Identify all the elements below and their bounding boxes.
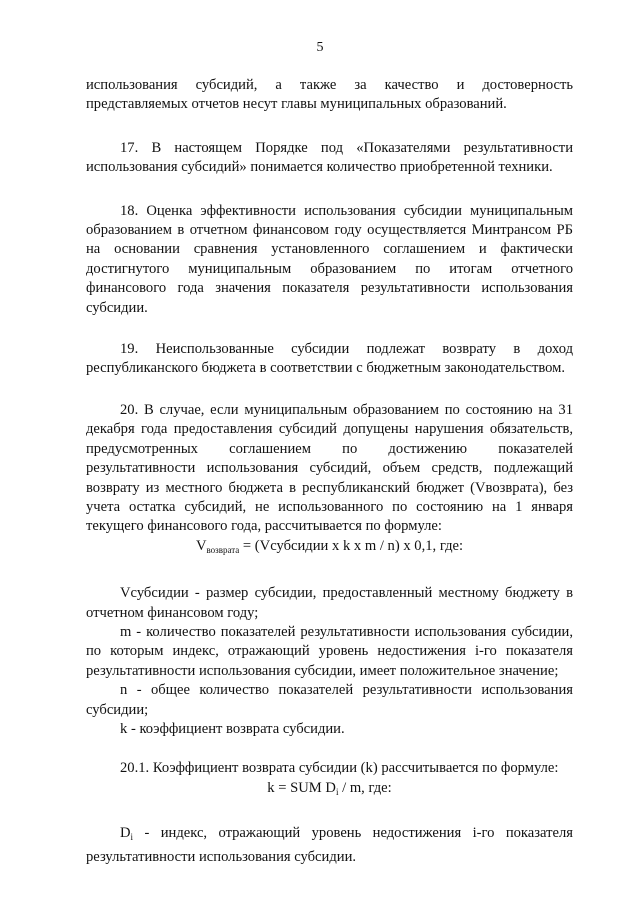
definition-n: n - общее количество показателей результативности использования субсидии; xyxy=(86,682,573,718)
definitions-list xyxy=(86,584,573,739)
formula-lhs: V xyxy=(195,537,207,554)
paragraph-20: 20. В случае, если муниципальным образованием по состоянию на 31 декабря года предоставления субсидий допущены нарушения обязательств, предусмотренных соглашением по достижению показателей результативности использования субсидий, объем средств, подлежащий возврату из местного бюджета в республиканский бюджет (Vвозврата), без учета остатка субсидий, не использованного по состоянию на 1 января текущего финансового года, рассчитывается по формуле: xyxy=(86,401,573,535)
paragraph-18: 18. Оценка эффективности использования субсидии муниципальным образованием в отчетном финансовом году осуществляется Минтрансом РБ на основании сравнения установленного соглашением и фактически достигнутого муниципальным образованием по итогам отчетного финансового года значения показателя результативности использования субсидии. xyxy=(86,202,573,316)
formula-rhs: = (Vсубсидии x k x m / n) x 0,1, где: xyxy=(239,537,464,554)
formula-lhs-subscript: возврата xyxy=(206,544,240,555)
paragraph-19: 19. Неиспользованные субсидии подлежат возврату в доход республиканского бюджета в соответствии с бюджетным законодательством. xyxy=(86,341,573,377)
paragraph-20-1: 20.1. Коэффициент возврата субсидии (k) рассчитывается по формуле: xyxy=(120,760,559,777)
di-symbol: D xyxy=(120,825,131,842)
paragraph-17: 17. В настоящем Порядке под «Показателями результативности использования субсидий» понимается количество приобретенной техники. xyxy=(86,139,573,176)
definition-m: m - количество показателей результативности использования субсидии, по которым индекс, отражающий уровень недостижения i-го показателя результативности использования субсидии, имеет положительное значение; xyxy=(86,623,573,679)
di-text: - индекс, отражающий уровень недостижения i-го показателя результативности использования субсидии. xyxy=(86,825,573,865)
page-number: 5 xyxy=(316,40,324,55)
di-subscript: i xyxy=(130,832,134,843)
formula2-lhs-subscript: i xyxy=(335,786,339,797)
formula2-rhs: / m, где: xyxy=(338,779,392,796)
formula-coefficient xyxy=(86,779,573,802)
formula2-lhs: k = SUM D xyxy=(267,779,336,796)
definition-v-subsidy: Vсубсидии - размер субсидии, предоставленный местному бюджету в отчетном финансовом году; xyxy=(86,585,573,621)
document-body xyxy=(86,76,573,867)
paragraph-continuation: использования субсидий, а также за качество и достоверность представляемых отчетов несут главы муниципальных образований. xyxy=(86,77,573,113)
formula-refund-volume xyxy=(86,537,573,560)
definition-di xyxy=(86,824,573,867)
definition-k: k - коэффициент возврата субсидии. xyxy=(120,720,345,737)
